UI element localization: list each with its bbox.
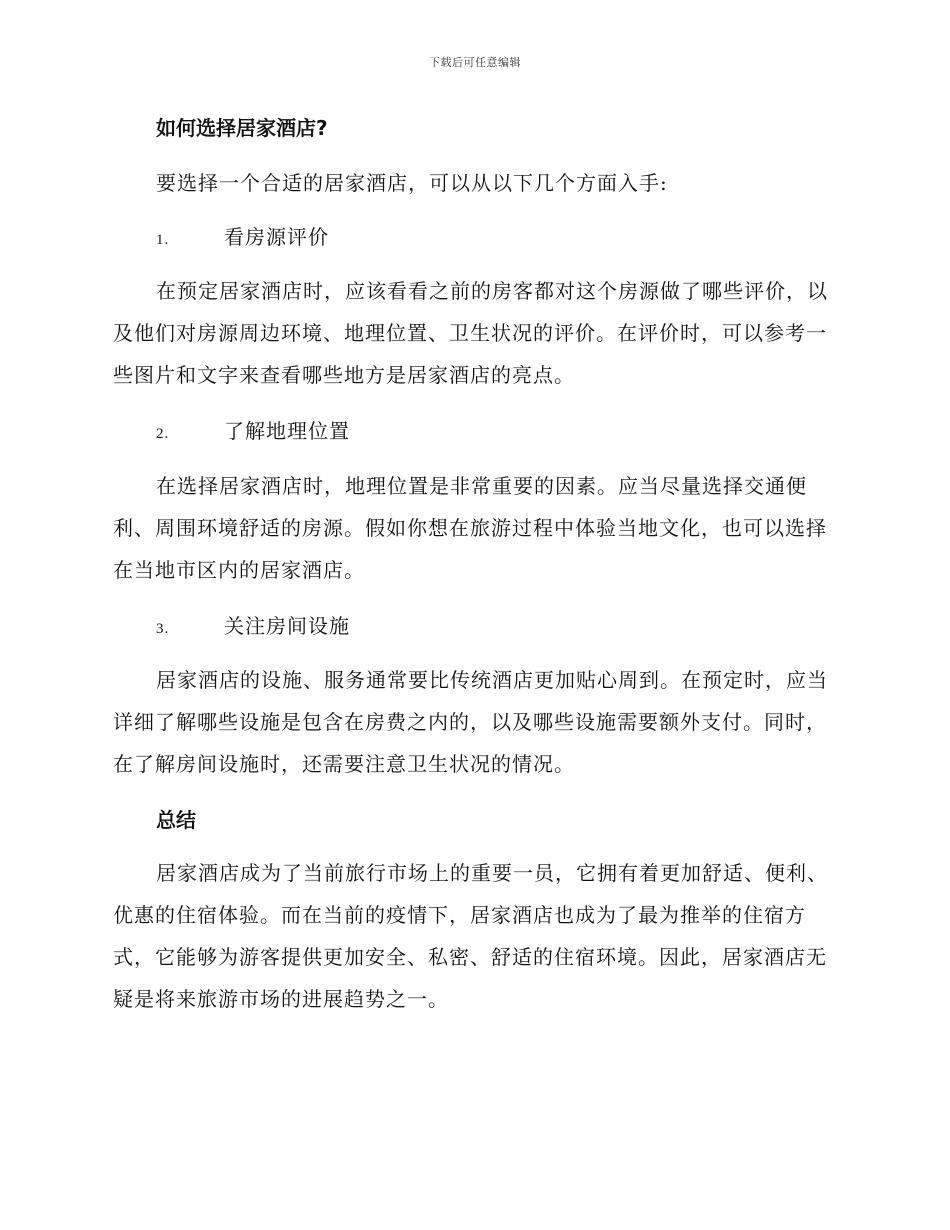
list-item-3-number: 3. (156, 621, 170, 637)
list-item-1-number: 1. (156, 232, 170, 248)
list-item-2-title: 了解地理位置 (224, 419, 350, 443)
list-item-2-number: 2. (156, 426, 170, 442)
list-item-1-heading (156, 223, 329, 254)
list-item-1-paragraph: 在预定居家酒店时，应该看看之前的房客都对这个房源做了哪些评价，以及他们对房源周边环境、地理位置、卫生状况的评价。在评价时，可以参考一些图片和文字来查看哪些地方是居家酒店的亮点。 (113, 279, 828, 387)
summary-title: 总结 (156, 808, 196, 832)
page-header: 下载后可任意编辑 (429, 56, 521, 69)
list-item-1-title: 看房源评价 (224, 225, 329, 249)
list-item-3-paragraph: 居家酒店的设施、服务通常要比传统酒店更加贴心周到。在预定时，应当详细了解哪些设施是包含在房费之内的，以及哪些设施需要额外支付。同时，在了解房间设施时，还需要注意卫生状况的情况。 (113, 668, 828, 776)
list-item-3-heading (156, 612, 350, 643)
list-item-3-title: 关注房间设施 (224, 614, 350, 638)
summary-paragraph: 居家酒店成为了当前旅行市场上的重要一员，它拥有着更加舒适、便利、优惠的住宿体验。而在当前的疫情下，居家酒店也成为了最为推举的住宿方式，它能够为游客提供更加安全、私密、舒适的住宿环境。因此，居家酒店无疑是将来旅游市场的进展趋势之一。 (113, 861, 828, 1011)
intro-paragraph: 要选择一个合适的居家酒店，可以从以下几个方面入手: (156, 171, 668, 195)
list-item-2-heading (156, 417, 350, 448)
article-title: 如何选择居家酒店? (156, 116, 328, 140)
list-item-2-paragraph: 在选择居家酒店时，地理位置是非常重要的因素。应当尽量选择交通便利、周围环境舒适的房源。假如你想在旅游过程中体验当地文化，也可以选择在当地市区内的居家酒店。 (113, 474, 827, 582)
